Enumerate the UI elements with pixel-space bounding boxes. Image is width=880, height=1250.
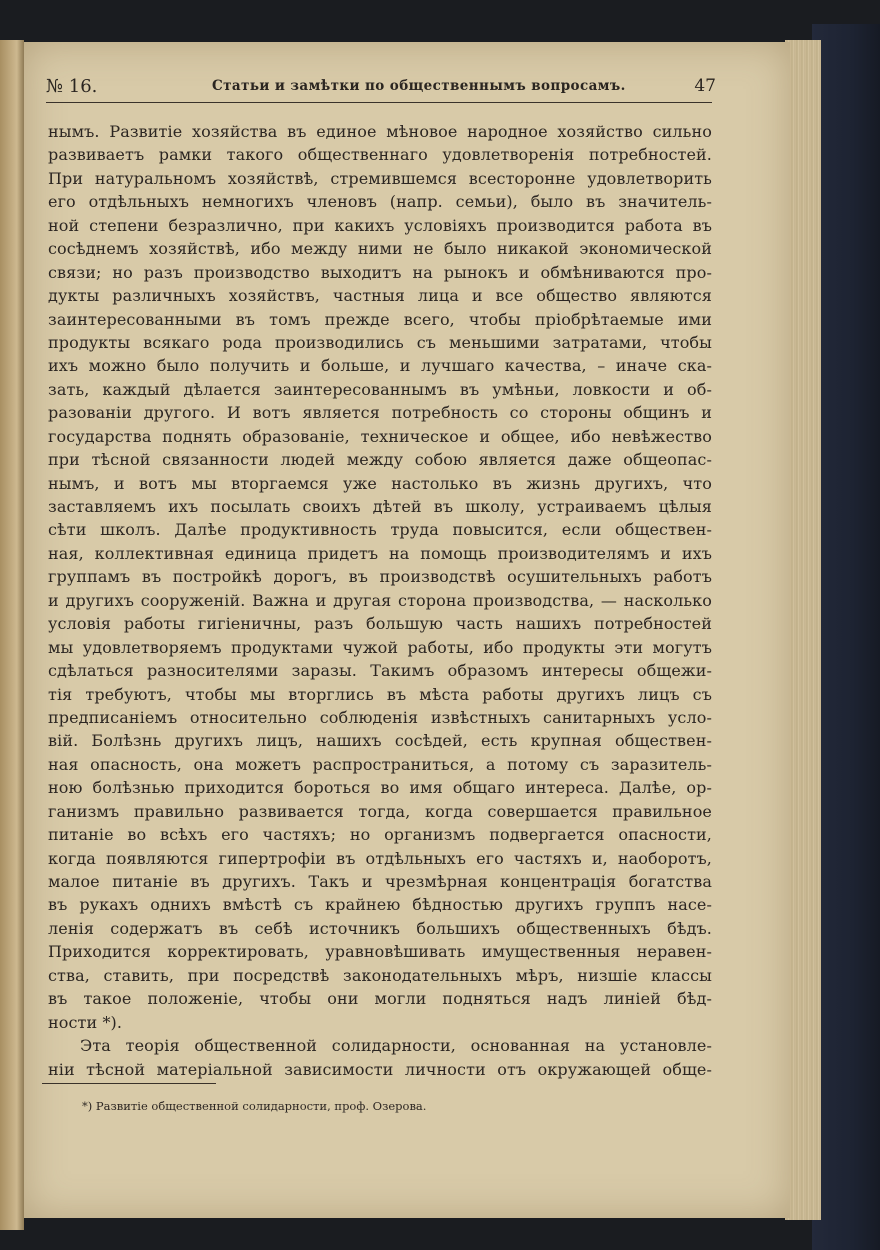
text-line: ихъ можно было получить и больше, и лучшаго качества, – иначе ска- xyxy=(48,356,712,376)
book-page xyxy=(24,42,790,1218)
section-title: Статьи и замѣтки по общественнымъ вопросамъ. xyxy=(212,78,626,94)
running-head xyxy=(46,74,716,100)
text-line: въ рукахъ однихъ вмѣстѣ съ крайнею бѣдностью другихъ группъ насе- xyxy=(48,895,712,915)
text-line: его отдѣльныхъ немногихъ членовъ (напр. семьи), было въ значитель- xyxy=(48,192,712,212)
footnote: *) Развитіе общественной солидарности, проф. Озерова. xyxy=(82,1099,427,1113)
book-cover-left xyxy=(0,40,24,1230)
issue-number: № 16. xyxy=(46,76,98,97)
text-line: заставляемъ ихъ посылать своихъ дѣтей въ школу, устраиваемъ цѣлыя xyxy=(48,497,712,516)
text-line: въ такое положеніе, чтобы они могли подняться надъ линіей бѣд- xyxy=(48,989,712,1009)
text-line: сѣти школъ. Далѣе продуктивность труда повысится, если обществен- xyxy=(48,520,712,540)
text-line: зать, каждый дѣлается заинтересованнымъ въ умѣньи, ловкости и об- xyxy=(48,379,712,399)
text-line: и другихъ сооруженій. Важна и другая сторона производства, — насколько xyxy=(48,590,712,610)
text-line: Эта теорія общественной солидарности, основанная на установле- xyxy=(80,1036,712,1056)
text-line: продукты всякаго рода производились съ меньшими затратами, чтобы xyxy=(48,332,712,352)
page-number: 47 xyxy=(694,76,716,96)
text-line: ная опасность, она можетъ распространиться, а потому съ заразитель- xyxy=(48,754,712,774)
text-line: тія требуютъ, чтобы мы вторглись въ мѣста работы другихъ лицъ съ xyxy=(48,684,712,704)
header-rule xyxy=(46,102,712,103)
text-line: заинтересованными въ томъ прежде всего, чтобы пріобрѣтаемые ими xyxy=(48,309,712,329)
text-line: предписаніемъ относительно соблюденія извѣстныхъ санитарныхъ усло- xyxy=(48,707,712,727)
text-line: нымъ. Развитіе хозяйства въ единое мѣновое народное хозяйство сильно xyxy=(48,122,712,141)
text-line: При натуральномъ хозяйствѣ, стремившемся всесторонне удовлетворить xyxy=(48,168,712,188)
text-line: вій. Болѣзнь другихъ лицъ, нашихъ сосѣдей, есть крупная обществен- xyxy=(48,731,712,751)
body-text xyxy=(48,120,712,1081)
book-cover-right xyxy=(812,24,880,1250)
footnote-rule xyxy=(42,1083,216,1084)
text-line: нымъ, и вотъ мы вторгаемся уже настолько въ жизнь другихъ, что xyxy=(48,473,712,493)
text-line: ства, ставить, при посредствѣ законодательныхъ мѣръ, низшіе классы xyxy=(48,965,712,985)
text-line: малое питаніе въ другихъ. Такъ и чрезмѣрная концентрація богатства xyxy=(48,872,712,891)
text-line: развиваетъ рамки такого общественнаго удовлетворенія потребностей. xyxy=(48,145,712,165)
page-edges xyxy=(785,40,821,1220)
text-line: ности *). xyxy=(48,1012,123,1032)
text-line: питаніе во всѣхъ его частяхъ; но организмъ подвергается опасности, xyxy=(48,825,712,845)
text-line: сосѣднемъ хозяйствѣ, ибо между ними не было никакой экономической xyxy=(48,239,712,259)
text-line: когда появляются гипертрофіи въ отдѣльныхъ его частяхъ и, наоборотъ, xyxy=(48,848,712,868)
text-line: условія работы гигіеничны, разъ большую часть нашихъ потребностей xyxy=(48,614,712,634)
text-line: государства поднять образованіе, техническое и общее, ибо невѣжество xyxy=(48,426,712,446)
text-line: дукты различныхъ хозяйствъ, частныя лица и все общество являются xyxy=(48,286,712,306)
text-line: ганизмъ правильно развивается тогда, когда совершается правильное xyxy=(48,801,712,821)
text-line: ніи тѣсной матеріальной зависимости личности отъ окружающей обще- xyxy=(48,1059,712,1079)
text-line: ной степени безразлично, при какихъ условіяхъ производится работа въ xyxy=(48,215,712,235)
text-line: Приходится корректировать, уравновѣшивать имущественныя неравен- xyxy=(48,942,712,962)
text-line: связи; но разъ производство выходитъ на рынокъ и обмѣниваются про- xyxy=(48,262,712,282)
text-line: разованіи другого. И вотъ является потребность со стороны общинъ и xyxy=(48,403,712,423)
text-line: ленія содержатъ въ себѣ источникъ большихъ общественныхъ бѣдъ. xyxy=(48,918,712,938)
text-line: ная, коллективная единица придетъ на помощь производителямъ и ихъ xyxy=(48,543,712,563)
text-line: ною болѣзнью приходится бороться во имя общаго интереса. Далѣе, ор- xyxy=(48,778,712,798)
text-line: сдѣлаться разносителями заразы. Такимъ образомъ интересы общежи- xyxy=(48,661,712,681)
text-line: при тѣсной связанности людей между собою является даже общеопас- xyxy=(48,450,712,470)
text-line: мы удовлетворяемъ продуктами чужой работы, ибо продукты эти могутъ xyxy=(48,637,712,657)
text-line: группамъ въ постройкѣ дорогъ, въ производствѣ осушительныхъ работъ xyxy=(48,567,712,587)
